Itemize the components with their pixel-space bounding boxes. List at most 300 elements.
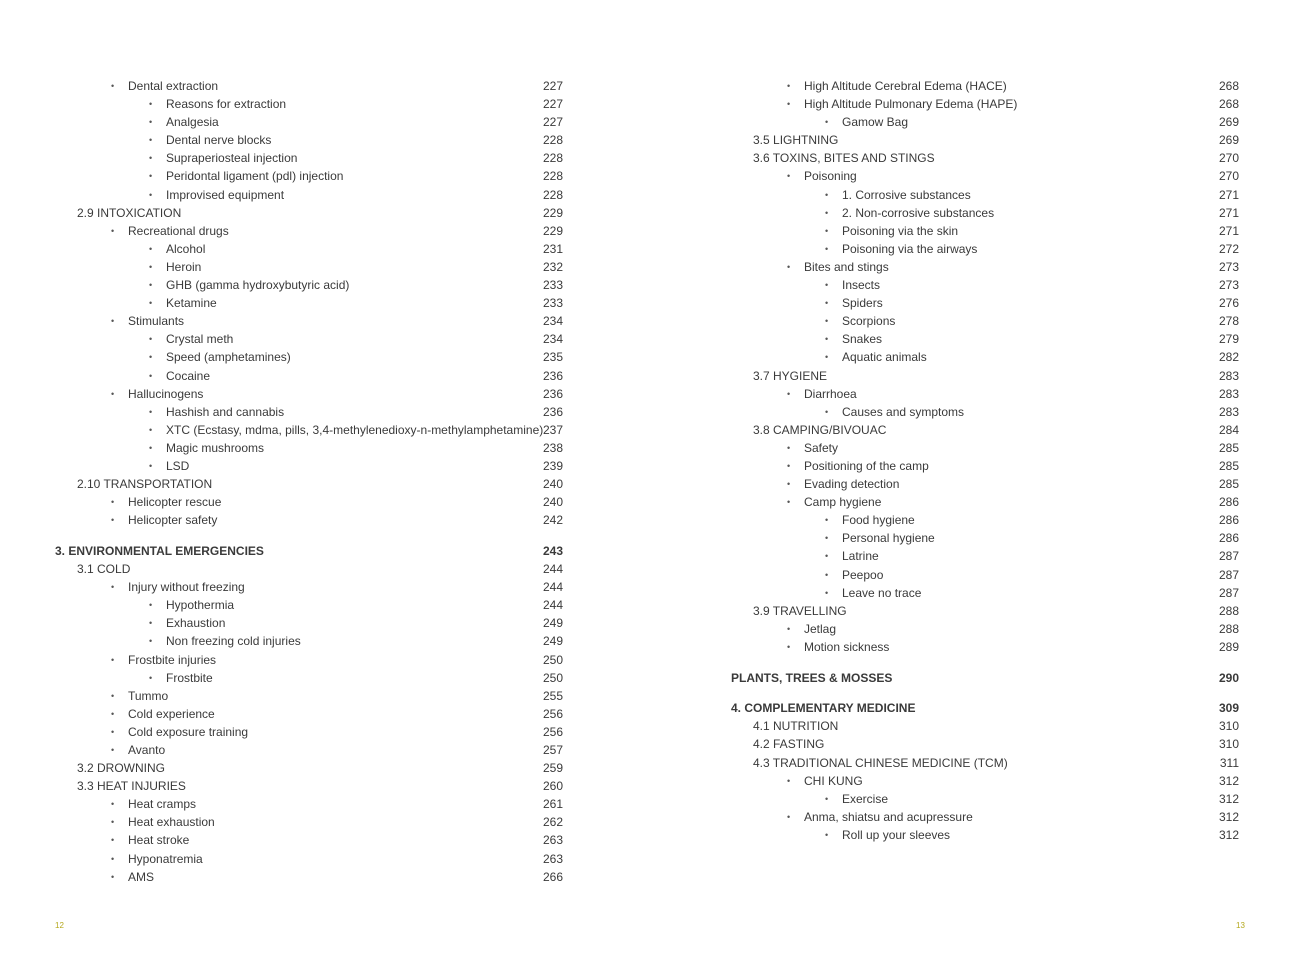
bullet-icon: • — [111, 316, 115, 327]
toc-entry-page: 283 — [1218, 404, 1239, 419]
toc-left-column — [55, 77, 563, 886]
toc-entry-title: Food hygiene — [842, 513, 915, 528]
toc-entry — [731, 348, 1239, 366]
toc-entry-page: 288 — [1218, 621, 1239, 636]
toc-entry — [55, 167, 563, 185]
toc-entry — [55, 759, 563, 777]
toc-entry — [731, 222, 1239, 240]
toc-entry-page: 276 — [1218, 296, 1239, 311]
toc-entry-page: 235 — [542, 350, 563, 365]
toc-entry-page: 312 — [1218, 809, 1239, 824]
bullet-icon: • — [111, 835, 115, 846]
toc-entry-page: 287 — [1218, 567, 1239, 582]
bullet-icon: • — [149, 99, 153, 110]
toc-entry-page: 282 — [1218, 350, 1239, 365]
toc-entry-page: 289 — [1218, 639, 1239, 654]
bullet-icon: • — [787, 497, 791, 508]
toc-entry-title: Injury without freezing — [128, 580, 245, 595]
toc-entry-page: 257 — [542, 742, 563, 757]
bullet-icon: • — [149, 352, 153, 363]
toc-entry-title: Leave no trace — [842, 585, 922, 600]
toc-entry-page: 228 — [542, 187, 563, 202]
bullet-icon: • — [149, 672, 153, 683]
bullet-icon: • — [825, 334, 829, 345]
toc-entry-page: 310 — [1218, 737, 1239, 752]
bullet-icon: • — [111, 799, 115, 810]
bullet-icon: • — [111, 225, 115, 236]
toc-entry-page: 270 — [1218, 151, 1239, 166]
bullet-icon: • — [111, 817, 115, 828]
bullet-icon: • — [787, 81, 791, 91]
toc-entry-page: 227 — [542, 79, 563, 93]
bullet-icon: • — [825, 225, 829, 236]
toc-entry-page: 244 — [542, 562, 563, 577]
toc-entry-title: Exhaustion — [166, 616, 226, 631]
toc-entry — [731, 330, 1239, 348]
toc-entry-page: 283 — [1218, 368, 1239, 383]
toc-entry-title: PLANTS, TREES & MOSSES — [731, 670, 893, 685]
toc-entry-title: Cold exposure training — [128, 724, 249, 739]
toc-entry-title: Peepoo — [842, 567, 884, 582]
toc-entry — [55, 687, 563, 705]
toc-entry-title: Personal hygiene — [842, 531, 935, 546]
bullet-icon: • — [149, 460, 153, 471]
toc-entry-page: 239 — [542, 458, 563, 473]
toc-entry-title: LSD — [166, 458, 190, 473]
toc-entry — [731, 403, 1239, 421]
toc-entry-page: 268 — [1218, 79, 1239, 93]
bullet-icon: • — [825, 569, 829, 580]
toc-entry — [731, 717, 1239, 735]
toc-entry — [731, 547, 1239, 565]
toc-entry — [55, 578, 563, 596]
toc-entry — [731, 457, 1239, 475]
toc-entry — [731, 276, 1239, 294]
toc-entry-title: Dental nerve blocks — [166, 133, 272, 148]
toc-entry-page: 244 — [542, 580, 563, 595]
toc-entry-title: Reasons for extraction — [166, 97, 287, 112]
toc-entry — [731, 699, 1239, 717]
toc-entry-title: Improvised equipment — [166, 187, 285, 202]
bullet-icon: • — [825, 793, 829, 804]
bullet-icon: • — [787, 641, 791, 652]
toc-entry — [55, 222, 563, 240]
toc-entry — [55, 330, 563, 348]
toc-entry-page: 240 — [542, 495, 563, 510]
bullet-icon: • — [111, 515, 115, 526]
toc-entry — [55, 131, 563, 149]
toc-entry-title: 3.9 TRAVELLING — [753, 603, 847, 618]
toc-entry — [55, 632, 563, 650]
toc-entry-page: 286 — [1218, 513, 1239, 528]
toc-entry — [55, 95, 563, 113]
toc-entry — [55, 276, 563, 294]
toc-entry-page: 229 — [542, 223, 563, 238]
toc-entry-title: 3.2 DROWNING — [77, 761, 166, 776]
toc-entry — [731, 367, 1239, 385]
toc-entry — [731, 620, 1239, 638]
toc-entry-page: 243 — [542, 543, 563, 558]
toc-entry-title: Roll up your sleeves — [842, 827, 951, 842]
toc-entry-title: Stimulants — [128, 314, 185, 329]
toc-entry-page: 285 — [1218, 440, 1239, 455]
bullet-icon: • — [149, 442, 153, 453]
toc-entry-page: 285 — [1218, 458, 1239, 473]
bullet-icon: • — [149, 424, 153, 435]
toc-entry — [55, 439, 563, 457]
toc-entry-title: Heat cramps — [128, 797, 197, 812]
bullet-icon: • — [149, 406, 153, 417]
toc-entry-page: 287 — [1218, 585, 1239, 600]
toc-entry — [55, 348, 563, 366]
toc-entry-page: 237 — [542, 422, 563, 437]
toc-entry-title: Supraperiosteal injection — [166, 151, 298, 166]
toc-entry — [731, 493, 1239, 511]
toc-entry — [731, 77, 1239, 95]
toc-entry — [731, 421, 1239, 439]
bullet-icon: • — [825, 829, 829, 840]
toc-entry — [731, 294, 1239, 312]
toc-entry-page: 290 — [1218, 670, 1239, 685]
toc-entry-page: 309 — [1218, 701, 1239, 716]
toc-entry-title: Avanto — [128, 742, 166, 757]
toc-entry-title: Recreational drugs — [128, 223, 229, 238]
toc-entry — [731, 735, 1239, 753]
toc-entry-title: CHI KUNG — [804, 773, 863, 788]
toc-entry-title: Hallucinogens — [128, 386, 204, 401]
toc-entry — [55, 186, 563, 204]
bullet-icon: • — [111, 497, 115, 508]
bullet-icon: • — [149, 280, 153, 291]
toc-entry-title: Latrine — [842, 549, 879, 564]
toc-entry-page: 269 — [1218, 133, 1239, 148]
toc-entry-title: Camp hygiene — [804, 495, 882, 510]
toc-entry-page: 233 — [542, 278, 563, 293]
toc-entry — [731, 95, 1239, 113]
bullet-icon: • — [787, 460, 791, 471]
toc-entry-page: 273 — [1218, 278, 1239, 293]
toc-entry-title: 3.3 HEAT INJURIES — [77, 779, 186, 794]
toc-entry — [731, 602, 1239, 620]
bullet-icon: • — [149, 189, 153, 200]
toc-entry-title: Bites and stings — [804, 259, 889, 274]
toc-entry — [55, 294, 563, 312]
toc-entry — [731, 511, 1239, 529]
bullet-icon: • — [825, 352, 829, 363]
toc-entry — [731, 186, 1239, 204]
toc-entry — [731, 826, 1239, 844]
toc-entry — [55, 723, 563, 741]
toc-entry-title: Helicopter safety — [128, 513, 218, 528]
toc-entry-title: Magic mushrooms — [166, 440, 265, 455]
toc-entry-page: 232 — [542, 259, 563, 274]
bullet-icon: • — [149, 117, 153, 128]
toc-entry-title: Non freezing cold injuries — [166, 634, 301, 649]
toc-entry-page: 229 — [542, 205, 563, 220]
toc-entry-page: 263 — [542, 833, 563, 848]
toc-entry — [55, 813, 563, 831]
toc-entry-page: 286 — [1218, 531, 1239, 546]
toc-entry-title: Frostbite injuries — [128, 652, 217, 667]
toc-entry-page: 284 — [1218, 422, 1239, 437]
toc-entry-title: Crystal meth — [166, 332, 234, 347]
toc-entry-page: 288 — [1218, 603, 1239, 618]
toc-entry-title: Alcohol — [166, 241, 206, 256]
toc-entry-page: 238 — [542, 440, 563, 455]
toc-entry-title: Dental extraction — [128, 79, 219, 93]
toc-entry-title: Exercise — [842, 791, 889, 806]
toc-entry-title: Diarrhoea — [804, 386, 857, 401]
toc-entry — [731, 149, 1239, 167]
bullet-icon: • — [787, 623, 791, 634]
toc-entry-page: 279 — [1218, 332, 1239, 347]
bullet-icon: • — [787, 479, 791, 490]
toc-entry — [55, 258, 563, 276]
toc-entry — [55, 204, 563, 222]
toc-entry — [731, 131, 1239, 149]
toc-entry-page: 249 — [542, 616, 563, 631]
bullet-icon: • — [111, 726, 115, 737]
toc-entry-title: Positioning of the camp — [804, 458, 929, 473]
toc-entry — [731, 669, 1239, 687]
toc-entry-title: 3.5 LIGHTNING — [753, 133, 839, 148]
bullet-icon: • — [787, 261, 791, 272]
toc-entry — [55, 493, 563, 511]
toc-entry — [731, 754, 1239, 772]
toc-entry-page: 270 — [1218, 169, 1239, 184]
toc-entry — [55, 77, 563, 95]
toc-entry-title: Scorpions — [842, 314, 896, 329]
toc-entry-title: Hyponatremia — [128, 851, 203, 866]
toc-entry — [55, 542, 563, 560]
bullet-icon: • — [787, 775, 791, 786]
toc-entry-title: Anma, shiatsu and acupressure — [804, 809, 973, 824]
toc-entry-title: Gamow Bag — [842, 115, 909, 130]
toc-entry-page: 242 — [542, 513, 563, 528]
bullet-icon: • — [149, 334, 153, 345]
bullet-icon: • — [149, 261, 153, 272]
toc-entry — [731, 529, 1239, 547]
toc-entry-title: Poisoning — [804, 169, 857, 184]
toc-entry-title: 2.9 INTOXICATION — [77, 205, 182, 220]
bullet-icon: • — [111, 690, 115, 701]
toc-entry-title: Insects — [842, 278, 881, 293]
toc-entry-title: Evading detection — [804, 477, 900, 492]
toc-entry-page: 259 — [542, 761, 563, 776]
toc-entry — [55, 403, 563, 421]
toc-entry — [731, 204, 1239, 222]
toc-entry — [55, 385, 563, 403]
toc-entry-title: Analgesia — [166, 115, 219, 130]
toc-entry — [55, 741, 563, 759]
toc-entry-page: 227 — [542, 115, 563, 130]
toc-entry-title: 3.6 TOXINS, BITES AND STINGS — [753, 151, 935, 166]
toc-entry-title: Safety — [804, 440, 839, 455]
toc-entry-title: Ketamine — [166, 296, 217, 311]
toc-entry — [731, 312, 1239, 330]
toc-entry — [731, 385, 1239, 403]
toc-entry — [731, 240, 1239, 258]
toc-entry-title: AMS — [128, 869, 155, 884]
toc-entry-page: 228 — [542, 133, 563, 148]
toc-entry-page: 273 — [1218, 259, 1239, 274]
bullet-icon: • — [825, 406, 829, 417]
toc-entry-page: 286 — [1218, 495, 1239, 510]
toc-entry — [731, 475, 1239, 493]
toc-entry-title: Speed (amphetamines) — [166, 350, 291, 365]
bullet-icon: • — [111, 744, 115, 755]
toc-entry-page: 312 — [1218, 791, 1239, 806]
toc-entry-page: 272 — [1218, 241, 1239, 256]
toc-entry-page: 268 — [1218, 97, 1239, 112]
toc-entry-page: 255 — [542, 688, 563, 703]
toc-entry-page: 260 — [542, 779, 563, 794]
bullet-icon: • — [787, 811, 791, 822]
bullet-icon: • — [787, 442, 791, 453]
toc-entry-title: 4.3 TRADITIONAL CHINESE MEDICINE (TCM) — [753, 755, 1008, 770]
toc-entry — [731, 790, 1239, 808]
toc-entry-title: 3.1 COLD — [77, 562, 131, 577]
toc-entry — [731, 638, 1239, 656]
toc-entry-title: Tummo — [128, 688, 169, 703]
toc-entry-title: Cocaine — [166, 368, 211, 383]
toc-entry-page: 283 — [1218, 386, 1239, 401]
toc-entry-title: XTC (Ecstasy, mdma, pills, 3,4-methylenedioxy-n-methylamphetamine) — [166, 422, 544, 437]
toc-entry-title: 3. ENVIRONMENTAL EMERGENCIES — [55, 543, 264, 558]
bullet-icon: • — [825, 189, 829, 200]
toc-entry-title: Hashish and cannabis — [166, 404, 285, 419]
bullet-icon: • — [111, 582, 115, 593]
bullet-icon: • — [111, 81, 115, 91]
toc-entry — [55, 705, 563, 723]
toc-entry-page: 311 — [1219, 755, 1239, 770]
bullet-icon: • — [825, 117, 829, 128]
toc-entry — [55, 651, 563, 669]
toc-entry — [55, 421, 563, 439]
toc-entry-page: 234 — [542, 332, 563, 347]
bullet-icon: • — [149, 370, 153, 381]
bullet-icon: • — [825, 515, 829, 526]
toc-entry-title: Frostbite — [166, 670, 213, 685]
bullet-icon: • — [825, 280, 829, 291]
bullet-icon: • — [825, 298, 829, 309]
bullet-icon: • — [111, 871, 115, 882]
toc-entry — [731, 584, 1239, 602]
toc-entry-title: Aquatic animals — [842, 350, 927, 365]
toc-entry — [731, 113, 1239, 131]
bullet-icon: • — [111, 708, 115, 719]
toc-entry — [55, 149, 563, 167]
toc-entry-page: 231 — [542, 241, 563, 256]
toc-entry — [55, 868, 563, 886]
toc-entry — [55, 669, 563, 687]
toc-entry-title: 4. COMPLEMENTARY MEDICINE — [731, 701, 916, 716]
toc-entry-page: 236 — [542, 368, 563, 383]
toc-entry-title: 4.1 NUTRITION — [753, 719, 839, 734]
toc-entry-page: 287 — [1218, 549, 1239, 564]
toc-entry-title: Peridontal ligament (pdl) injection — [166, 169, 344, 184]
toc-entry — [731, 439, 1239, 457]
toc-entry — [55, 614, 563, 632]
toc-entry — [55, 113, 563, 131]
toc-entry-title: High Altitude Cerebral Edema (HACE) — [804, 79, 1007, 93]
toc-entry-title: GHB (gamma hydroxybutyric acid) — [166, 278, 350, 293]
toc-entry-title: Cold experience — [128, 706, 215, 721]
toc-entry — [731, 258, 1239, 276]
toc-entry-title: Poisoning via the skin — [842, 223, 959, 238]
left-page-number: 12 — [55, 921, 64, 930]
bullet-icon: • — [787, 388, 791, 399]
toc-entry-page: 262 — [542, 815, 563, 830]
toc-entry-page: 278 — [1218, 314, 1239, 329]
toc-entry — [55, 457, 563, 475]
toc-entry-title: Helicopter rescue — [128, 495, 222, 510]
toc-entry-title: High Altitude Pulmonary Edema (HAPE) — [804, 97, 1018, 112]
toc-entry-title: 4.2 FASTING — [753, 737, 825, 752]
toc-entry-title: Heat exhaustion — [128, 815, 215, 830]
toc-entry-page: 271 — [1218, 187, 1239, 202]
bullet-icon: • — [825, 587, 829, 598]
toc-entry-page: 256 — [542, 724, 563, 739]
toc-entry — [731, 772, 1239, 790]
bullet-icon: • — [787, 171, 791, 182]
bullet-icon: • — [825, 243, 829, 254]
bullet-icon: • — [825, 316, 829, 327]
toc-entry-page: 227 — [542, 97, 563, 112]
right-page-number: 13 — [1236, 921, 1245, 930]
toc-entry-page: 271 — [1218, 223, 1239, 238]
toc-entry-title: Heroin — [166, 259, 202, 274]
toc-entry-page: 250 — [542, 670, 563, 685]
toc-entry-title: Hypothermia — [166, 598, 235, 613]
bullet-icon: • — [825, 551, 829, 562]
bullet-icon: • — [111, 853, 115, 864]
bullet-icon: • — [149, 298, 153, 309]
toc-entry-page: 249 — [542, 634, 563, 649]
toc-entry — [55, 240, 563, 258]
toc-entry-page: 236 — [542, 386, 563, 401]
toc-entry-page: 312 — [1218, 773, 1239, 788]
toc-entry — [731, 167, 1239, 185]
toc-entry-page: 269 — [1218, 115, 1239, 130]
bullet-icon: • — [149, 636, 153, 647]
toc-entry-page: 261 — [542, 797, 563, 812]
toc-entry-title: Jetlag — [804, 621, 837, 636]
bullet-icon: • — [825, 533, 829, 544]
toc-entry — [55, 560, 563, 578]
toc-entry — [55, 596, 563, 614]
toc-entry — [55, 367, 563, 385]
toc-entry-page: 312 — [1218, 827, 1239, 842]
toc-entry-page: 310 — [1218, 719, 1239, 734]
toc-right-column — [731, 77, 1239, 844]
bullet-icon: • — [787, 99, 791, 110]
bullet-icon: • — [149, 618, 153, 629]
toc-entry — [731, 808, 1239, 826]
toc-entry-page: 233 — [542, 296, 563, 311]
toc-entry-page: 263 — [542, 851, 563, 866]
toc-entry — [55, 795, 563, 813]
toc-entry — [55, 511, 563, 529]
bullet-icon: • — [111, 388, 115, 399]
toc-entry — [55, 850, 563, 868]
bullet-icon: • — [111, 654, 115, 665]
toc-entry-title: 1. Corrosive substances — [842, 187, 971, 202]
toc-entry-title: Spiders — [842, 296, 883, 311]
toc-entry-title: 2.10 TRANSPORTATION — [77, 477, 213, 492]
toc-entry-page: 244 — [542, 598, 563, 613]
toc-entry — [55, 312, 563, 330]
